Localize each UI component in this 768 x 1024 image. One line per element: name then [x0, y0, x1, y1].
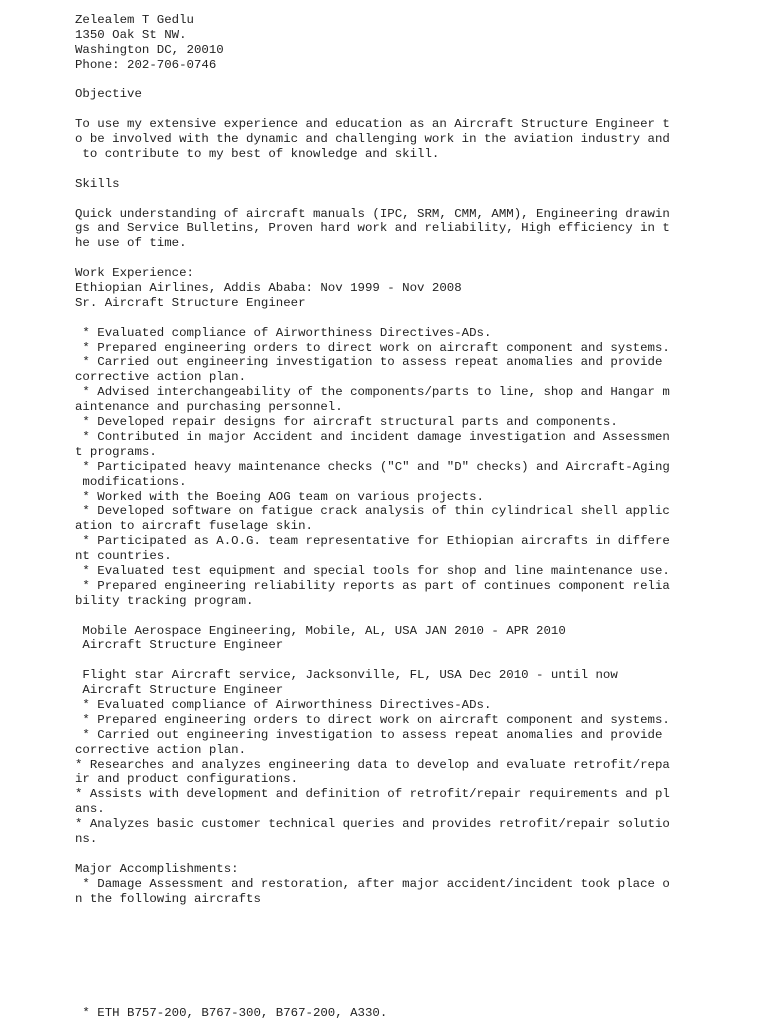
- resume-line: gs and Service Bulletins, Proven hard work and reliability, High efficiency in t: [75, 221, 670, 236]
- resume-line: Washington DC, 20010: [75, 42, 224, 57]
- resume-line: Major Accomplishments:: [75, 861, 239, 876]
- resume-line: Phone: 202-706-0746: [75, 57, 217, 72]
- resume-line: [75, 102, 755, 117]
- resume-line: ns.: [75, 831, 98, 846]
- resume-line: * Prepared engineering orders to direct work on aircraft component and systems.: [75, 340, 670, 355]
- resume-line: corrective action plan.: [75, 370, 247, 385]
- resume-line: * Evaluated test equipment and special tools for shop and line maintenance use.: [75, 563, 670, 578]
- resume-line: * Developed repair designs for aircraft structural parts and components.: [75, 415, 618, 430]
- resume-line: to contribute to my best of knowledge and skill.: [75, 147, 440, 162]
- resume-line: 1350 Oak St NW.: [75, 27, 187, 42]
- resume-line: * Researches and analyzes engineering data to develop and evaluate retrofit/repa: [75, 757, 670, 772]
- resume-line: * Participated heavy maintenance checks ("C" and "D" checks) and Aircraft-Aging: [75, 459, 670, 474]
- resume-line: ans.: [75, 802, 105, 817]
- resume-line: * Evaluated compliance of Airworthiness Directives-ADs.: [75, 697, 492, 712]
- resume-line: Work Experience:: [75, 266, 194, 281]
- resume-line: To use my extensive experience and education as an Aircraft Structure Engineer t: [75, 117, 670, 132]
- resume-line: * Participated as A.O.G. team representative for Ethiopian aircrafts in differe: [75, 534, 670, 549]
- resume-line: nt countries.: [75, 549, 172, 564]
- resume-line: * Evaluated compliance of Airworthiness Directives-ADs.: [75, 325, 492, 340]
- resume-document: [75, 13, 755, 906]
- resume-line: * Analyzes basic customer technical queries and provides retrofit/repair solutio: [75, 817, 670, 832]
- resume-line: Quick understanding of aircraft manuals (IPC, SRM, CMM, AMM), Engineering drawin: [75, 206, 670, 221]
- resume-line: [75, 192, 755, 207]
- resume-line: * Damage Assessment and restoration, after major accident/incident took place o: [75, 876, 670, 891]
- resume-line: Sr. Aircraft Structure Engineer: [75, 295, 306, 310]
- resume-line: Ethiopian Airlines, Addis Ababa: Nov 1999 - Nov 2008: [75, 281, 462, 296]
- resume-line: [75, 847, 755, 862]
- resume-line: ir and product configurations.: [75, 772, 299, 787]
- resume-line: t programs.: [75, 444, 157, 459]
- resume-line: * Worked with the Boeing AOG team on various projects.: [75, 489, 484, 504]
- resume-line: * Prepared engineering orders to direct work on aircraft component and systems.: [75, 712, 670, 727]
- aircraft-list-line: * ETH B757-200, B767-300, B767-200, A330.: [75, 1006, 388, 1020]
- resume-line: [75, 653, 755, 668]
- resume-line: * Contributed in major Accident and incident damage investigation and Assessmen: [75, 429, 670, 444]
- resume-line: Aircraft Structure Engineer: [75, 683, 284, 698]
- resume-line: [75, 251, 755, 266]
- resume-line: [75, 609, 755, 624]
- resume-line: bility tracking program.: [75, 593, 254, 608]
- resume-line: Flight star Aircraft service, Jacksonville, FL, USA Dec 2010 - until now: [75, 668, 618, 683]
- resume-line: * Advised interchangeability of the components/parts to line, shop and Hangar m: [75, 385, 670, 400]
- resume-line: he use of time.: [75, 236, 187, 251]
- resume-line: Aircraft Structure Engineer: [75, 638, 284, 653]
- resume-line: Objective: [75, 87, 142, 102]
- resume-line: aintenance and purchasing personnel.: [75, 400, 343, 415]
- resume-line: ation to aircraft fuselage skin.: [75, 519, 313, 534]
- resume-line: Mobile Aerospace Engineering, Mobile, AL, USA JAN 2010 - APR 2010: [75, 623, 566, 638]
- resume-line: * Prepared engineering reliability reports as part of continues component relia: [75, 578, 670, 593]
- resume-line: [75, 73, 755, 88]
- resume-line: modifications.: [75, 474, 187, 489]
- resume-line: [75, 311, 755, 326]
- resume-line: * Assists with development and definition of retrofit/repair requirements and pl: [75, 787, 670, 802]
- resume-line: n the following aircrafts: [75, 891, 261, 906]
- resume-line: Zelealem T Gedlu: [75, 13, 194, 27]
- resume-line: Skills: [75, 176, 120, 191]
- resume-line: o be involved with the dynamic and challenging work in the aviation industry and: [75, 132, 670, 147]
- resume-line: * Carried out engineering investigation to assess repeat anomalies and provide: [75, 727, 663, 742]
- resume-line: [75, 162, 755, 177]
- resume-line: * Carried out engineering investigation to assess repeat anomalies and provide: [75, 355, 663, 370]
- resume-line: corrective action plan.: [75, 742, 247, 757]
- resume-line: * Developed software on fatigue crack analysis of thin cylindrical shell applic: [75, 504, 670, 519]
